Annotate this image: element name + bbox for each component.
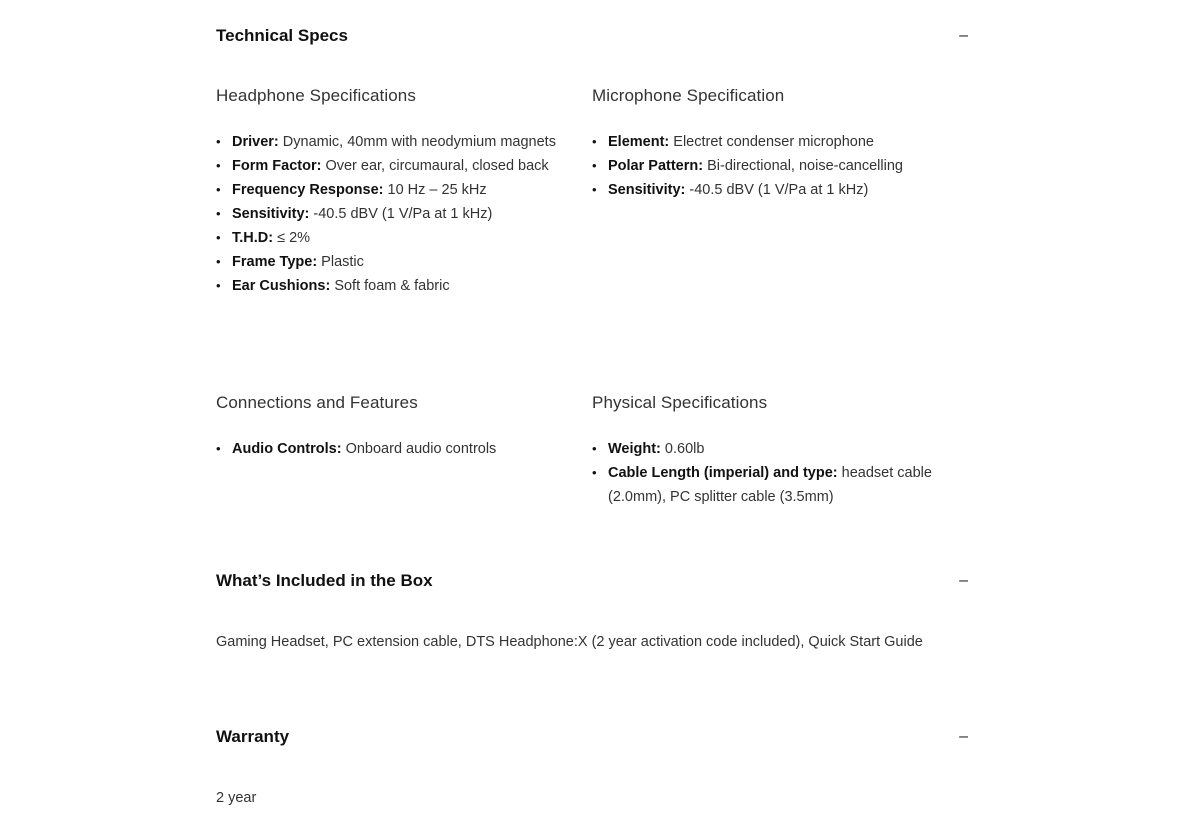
collapse-icon[interactable]: –	[959, 572, 968, 589]
list-item: • Frequency Response: 10 Hz – 25 kHz	[216, 178, 566, 202]
headphone-specs-column	[216, 86, 566, 298]
list-item: • Ear Cushions: Soft foam & fabric	[216, 274, 566, 298]
list-item: • Cable Length (imperial) and type: headset cable (2.0mm), PC splitter cable (3.5mm)	[592, 461, 942, 509]
warranty-title: Warranty	[216, 727, 290, 746]
list-item: • Form Factor: Over ear, circumaural, closed back	[216, 154, 566, 178]
whats-included-header[interactable]	[216, 571, 968, 591]
headphone-specs-heading: Headphone Specifications	[216, 86, 416, 105]
warranty-text: 2 year	[216, 790, 257, 806]
physical-specs-column	[592, 393, 942, 509]
list-item: • Sensitivity: -40.5 dBV (1 V/Pa at 1 kHz)	[592, 178, 942, 202]
warranty-header[interactable]	[216, 727, 968, 747]
collapse-icon[interactable]: –	[959, 728, 968, 745]
physical-specs-heading: Physical Specifications	[592, 393, 768, 412]
physical-specs-list	[592, 437, 942, 509]
connections-features-heading: Connections and Features	[216, 393, 418, 412]
whats-included-title: What’s Included in the Box	[216, 571, 433, 590]
connections-features-column	[216, 393, 566, 461]
technical-specs-header[interactable]	[216, 26, 968, 46]
list-item: • Audio Controls: Onboard audio controls	[216, 437, 566, 461]
list-item: • Weight: 0.60lb	[592, 437, 942, 461]
list-item: • Polar Pattern: Bi-directional, noise-cancelling	[592, 154, 942, 178]
list-item: • T.H.D: ≤ 2%	[216, 226, 566, 250]
connections-features-list	[216, 437, 566, 461]
microphone-specs-list	[592, 130, 942, 202]
microphone-specs-column	[592, 86, 942, 202]
microphone-specs-heading: Microphone Specification	[592, 86, 785, 105]
list-item: • Frame Type: Plastic	[216, 250, 566, 274]
list-item: • Sensitivity: -40.5 dBV (1 V/Pa at 1 kHz)	[216, 202, 566, 226]
list-item: • Driver: Dynamic, 40mm with neodymium magnets	[216, 130, 566, 154]
technical-specs-title: Technical Specs	[216, 26, 348, 45]
whats-included-text: Gaming Headset, PC extension cable, DTS Headphone:X (2 year activation code included), Quick Start Guide	[216, 634, 923, 650]
list-item: • Element: Electret condenser microphone	[592, 130, 942, 154]
collapse-icon[interactable]: –	[959, 27, 968, 44]
headphone-specs-list	[216, 130, 566, 298]
